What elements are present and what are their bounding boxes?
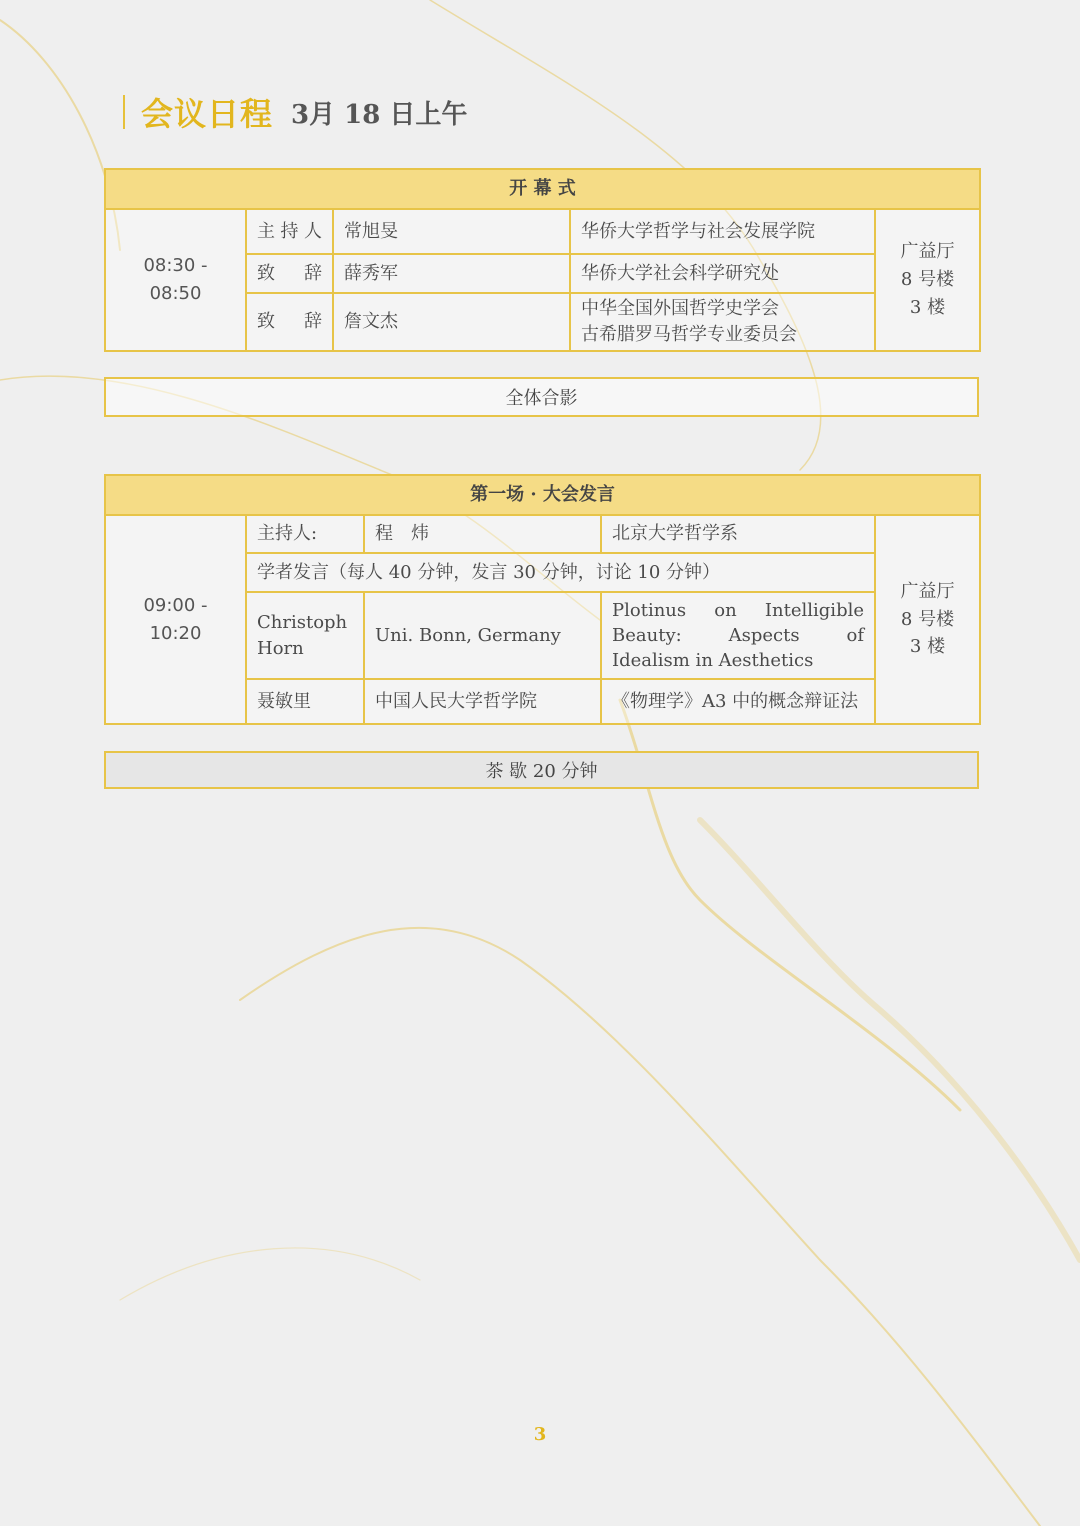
opening-name: 薛秀军	[333, 254, 570, 293]
session1-time: 09:00 - 10:20	[105, 515, 246, 724]
session1-rule: 学者发言（每人 40 分钟，发言 30 分钟，讨论 10 分钟）	[246, 553, 875, 592]
talk-title: 《物理学》A3 中的概念辩证法	[601, 679, 875, 724]
session1-venue: 广益厅 8 号楼 3 楼	[875, 515, 980, 724]
opening-org: 华侨大学哲学与社会发展学院	[570, 209, 875, 254]
talk-title: Plotinus on Intelligible Beauty: Aspects of Idealism in Aesthetics	[601, 592, 875, 679]
session1-host-name: 程 炜	[364, 515, 601, 553]
group-photo-bar: 全体合影	[104, 377, 979, 417]
page-title: 会议日程	[141, 95, 274, 133]
page-subtitle: 3月 18 日上午	[291, 99, 468, 130]
opening-time: 08:30 - 08:50	[105, 209, 246, 351]
opening-role: 致 辞	[246, 293, 333, 351]
opening-table	[104, 168, 981, 352]
opening-org: 华侨大学社会科学研究处	[570, 254, 875, 293]
section-header	[123, 92, 467, 132]
session1-title: 第一场 · 大会发言	[105, 475, 980, 515]
opening-role: 致 辞	[246, 254, 333, 293]
opening-org: 中华全国外国哲学史学会 古希腊罗马哲学专业委员会	[570, 293, 875, 351]
session1-table	[104, 474, 981, 725]
page-number: 3	[533, 1424, 547, 1445]
opening-venue: 广益厅 8 号楼 3 楼	[875, 209, 980, 351]
tea-break-bar: 茶 歇 20 分钟	[104, 751, 979, 789]
session1-host-org: 北京大学哲学系	[601, 515, 875, 553]
talk-speaker: Christoph Horn	[246, 592, 364, 679]
opening-name: 詹文杰	[333, 293, 570, 351]
opening-name: 常旭旻	[333, 209, 570, 254]
opening-role: 主持人	[246, 209, 333, 254]
talk-affiliation: 中国人民大学哲学院	[364, 679, 601, 724]
session1-host-label: 主持人:	[246, 515, 364, 553]
opening-title: 开 幕 式	[105, 169, 980, 209]
talk-speaker: 聂敏里	[246, 679, 364, 724]
talk-affiliation: Uni. Bonn, Germany	[364, 592, 601, 679]
header-accent-bar	[123, 95, 125, 129]
